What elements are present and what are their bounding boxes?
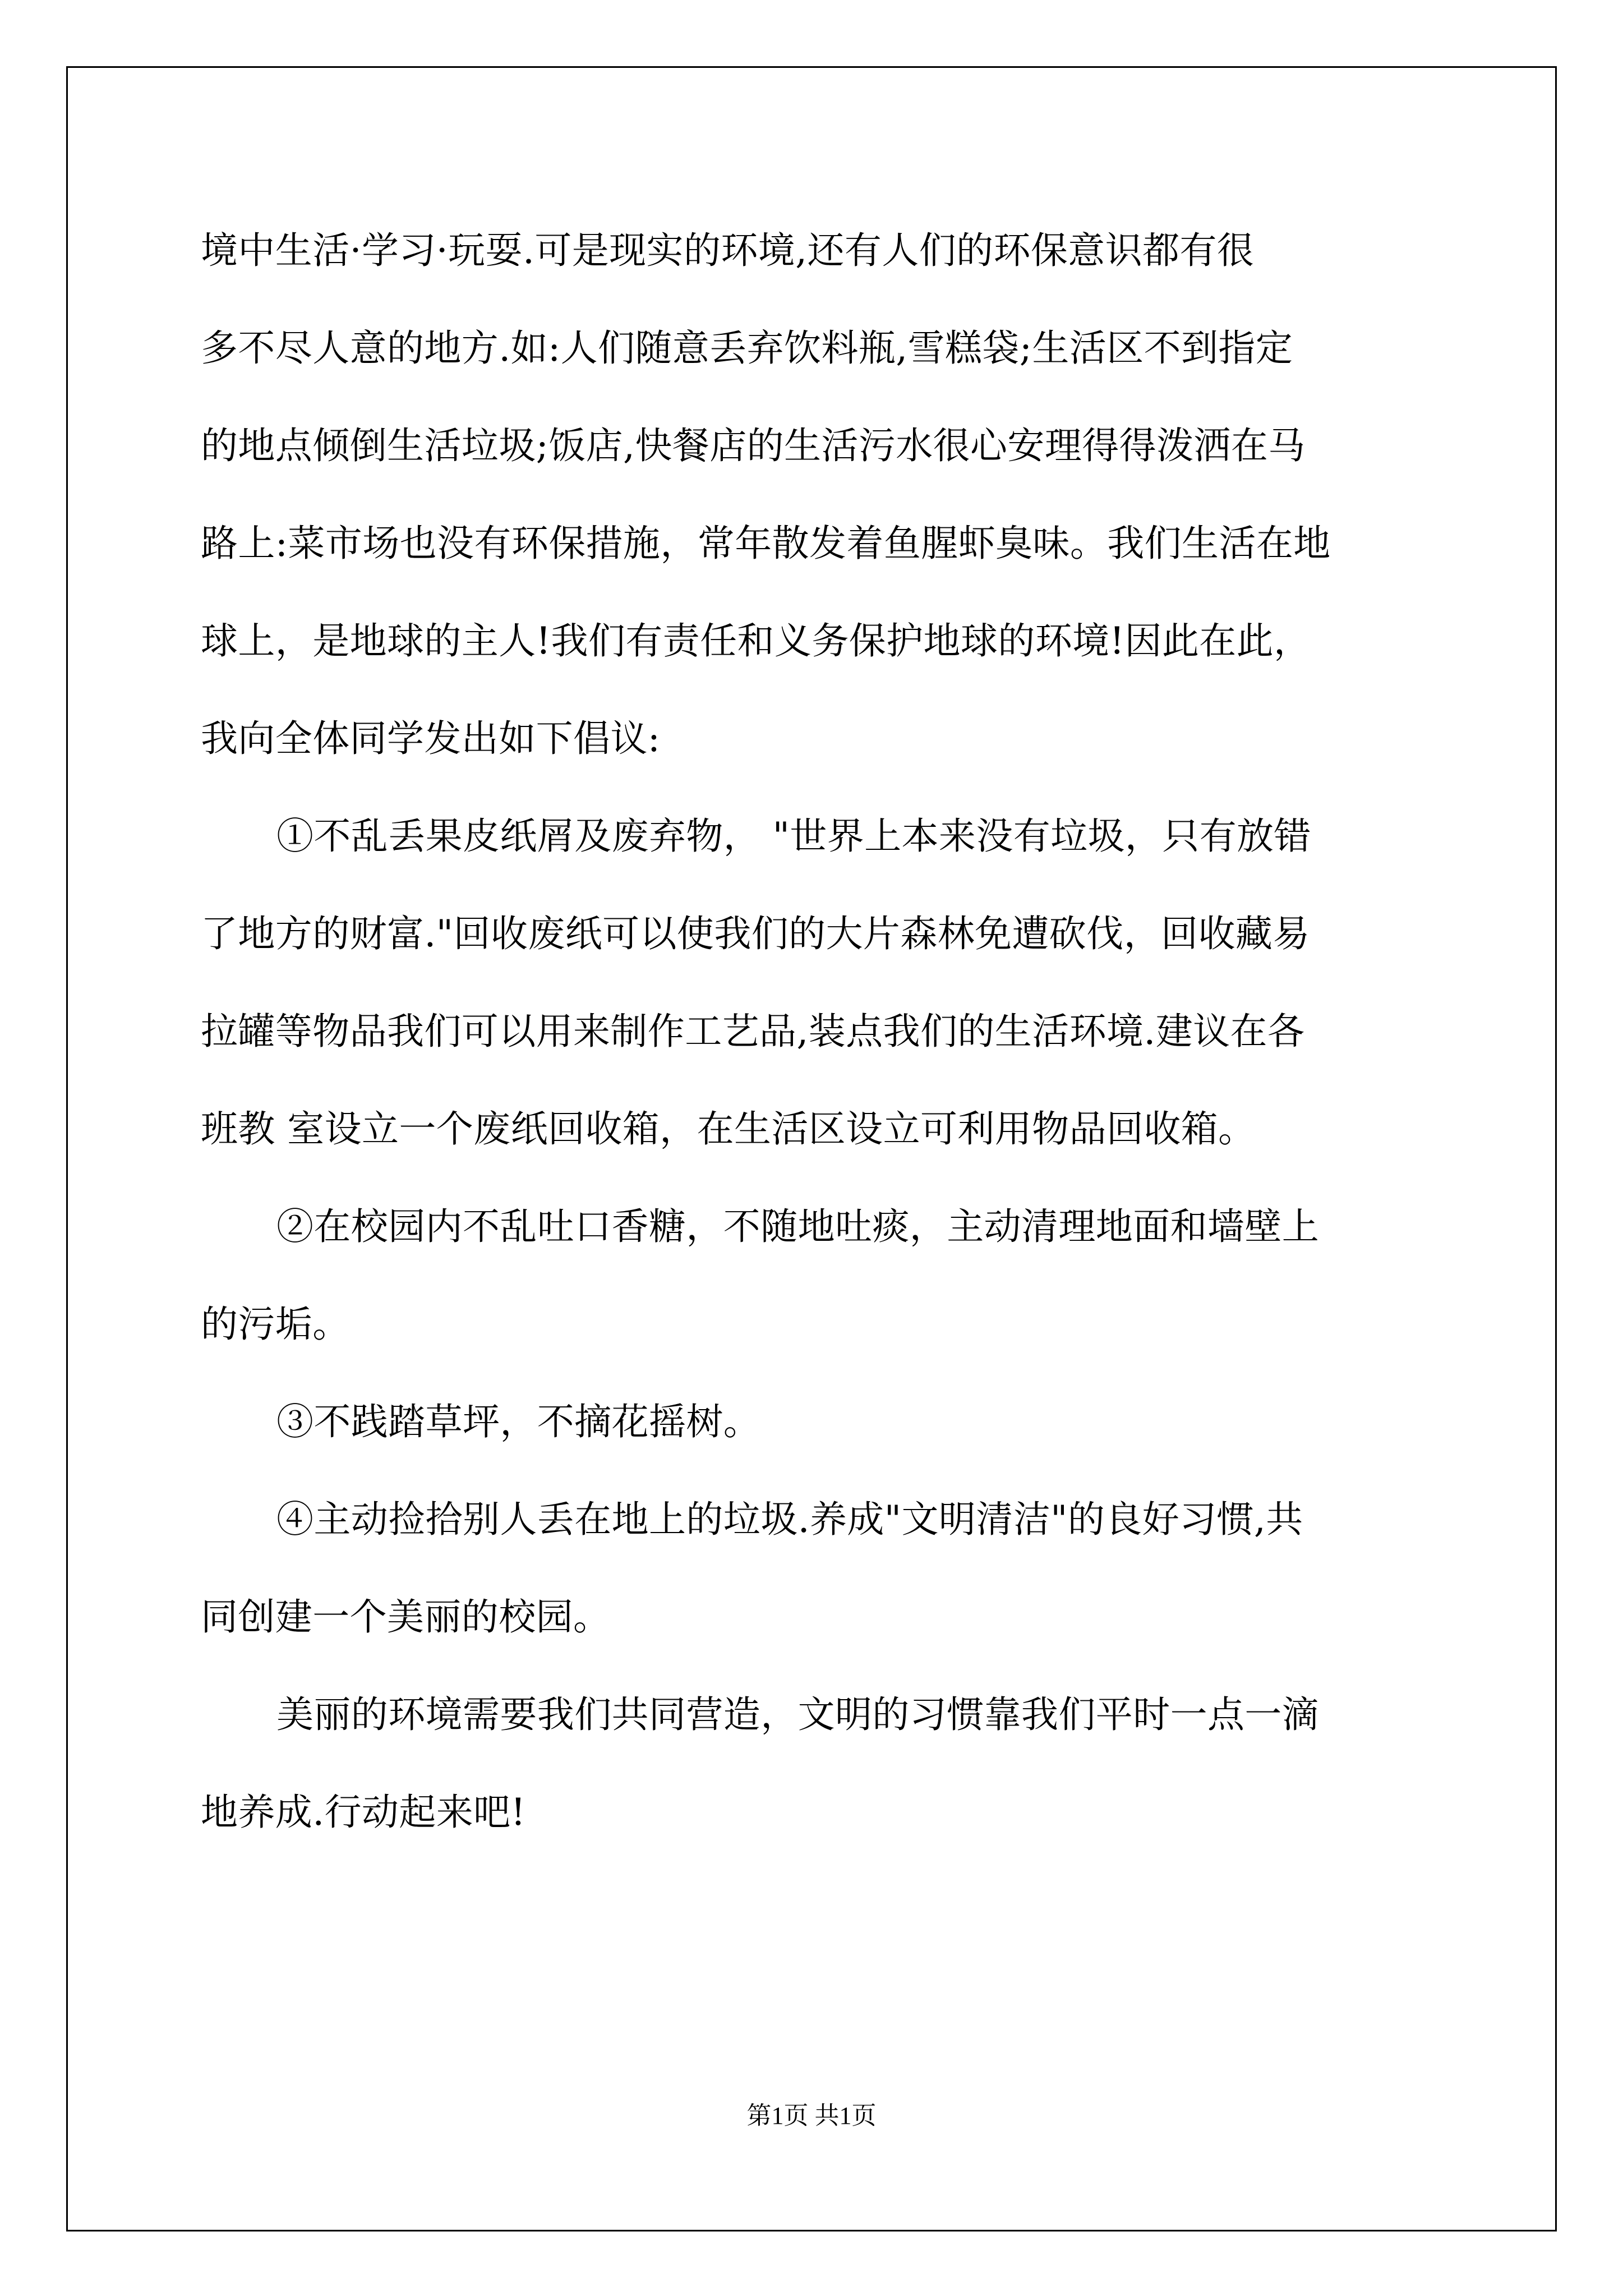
text-line: ①不乱丢果皮纸屑及废弃物， "世界上本来没有垃圾，只有放错 bbox=[276, 815, 1311, 858]
text-line: ③不践踏草坪，不摘花摇树。 bbox=[276, 1400, 761, 1443]
text-line: ④主动捡拾别人丢在地上的垃圾.养成"文明清洁"的良好习惯,共 bbox=[276, 1498, 1303, 1541]
text-line: 的污垢。 bbox=[201, 1303, 350, 1346]
text-line: 地养成.行动起来吧! bbox=[201, 1791, 526, 1834]
text-line: 拉罐等物品我们可以用来制作工艺品,装点我们的生活环境.建议在各 bbox=[201, 1010, 1305, 1053]
text-line: 我向全体同学发出如下倡议: bbox=[201, 717, 661, 760]
text-line: 多不尽人意的地方.如:人们随意丢弃饮料瓶,雪糕袋;生活区不到指定 bbox=[201, 326, 1293, 370]
text-line: ②在校园内不乱吐口香糖，不随地吐痰，主动清理地面和墙壁上 bbox=[276, 1205, 1320, 1248]
text-line: 境中生活·学习·玩耍.可是现实的环境,还有人们的环保意识都有很 bbox=[201, 229, 1255, 272]
text-line: 球上，是地球的主人!我们有责任和义务保护地球的环境!因此在此， bbox=[201, 619, 1311, 662]
text-line: 班教 室设立一个废纸回收箱，在生活区设立可利用物品回收箱。 bbox=[201, 1107, 1256, 1151]
text-line: 路上:菜市场也没有环保措施，常年散发着鱼腥虾臭味。我们生活在地 bbox=[201, 522, 1331, 565]
text-line: 同创建一个美丽的校园。 bbox=[201, 1595, 611, 1639]
document-body bbox=[201, 202, 1435, 1861]
text-line: 美丽的环境需要我们共同营造，文明的习惯靠我们平时一点一滴 bbox=[276, 1693, 1320, 1736]
text-line: 的地点倾倒生活垃圾;饭店,快餐店的生活污水很心安理得得泼洒在马 bbox=[201, 424, 1306, 467]
text-line: 了地方的财富."回收废纸可以使我们的大片森林免遭砍伐，回收藏易 bbox=[201, 912, 1310, 955]
page-number-footer: 第1页 共1页 bbox=[746, 2102, 877, 2129]
